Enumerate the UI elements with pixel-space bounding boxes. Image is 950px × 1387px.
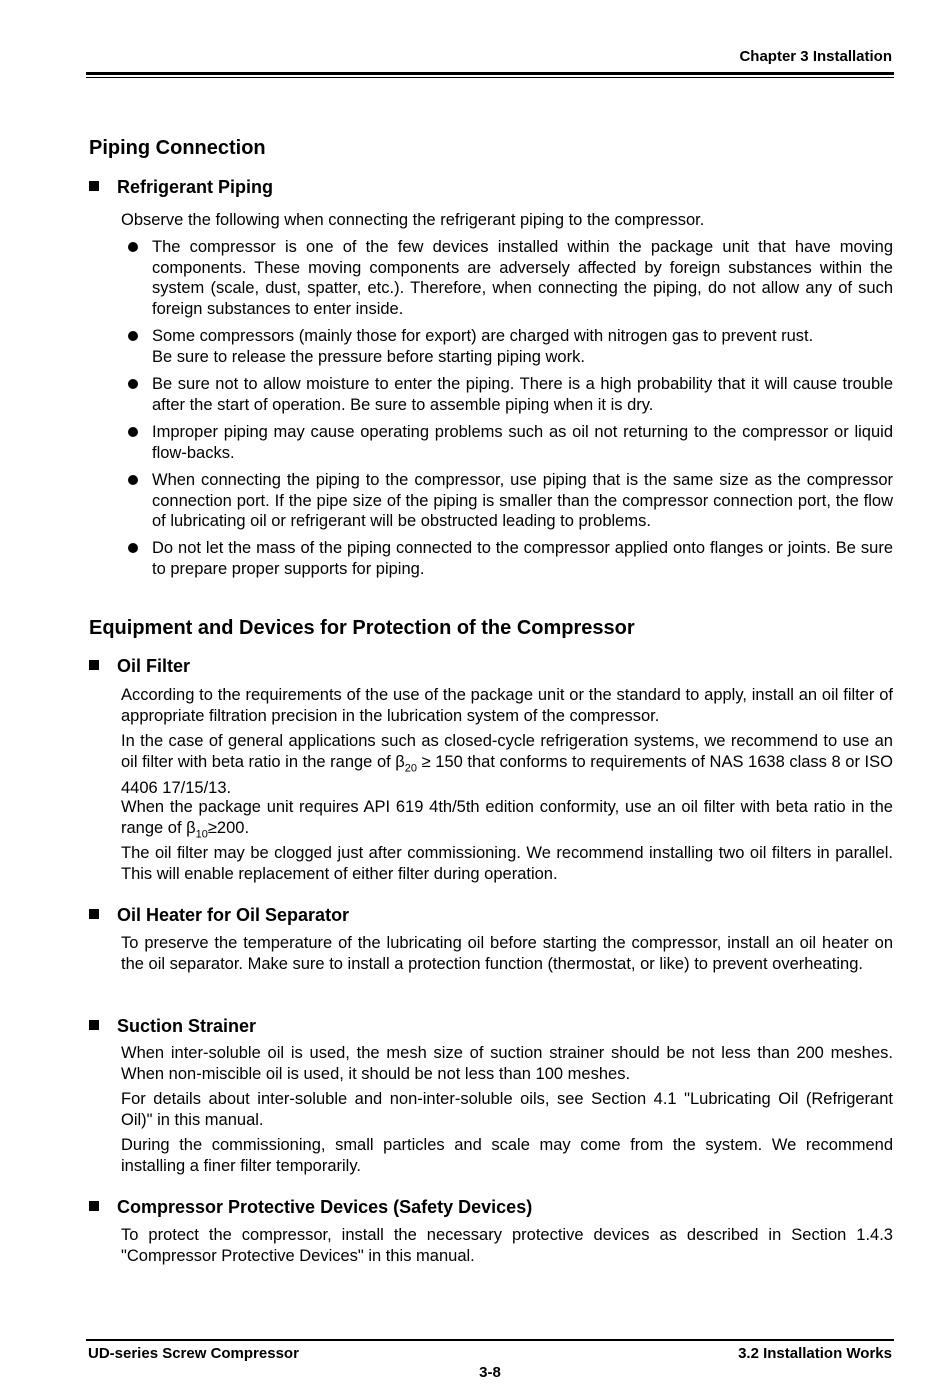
paragraph-text: ≥ 150 that conforms to requirements of NAS 1638 class 8 or ISO 4406 17/15/13.: [121, 752, 893, 798]
suction-strainer-paragraph-2: For details about inter-soluble and non-inter-soluble oils, see Section 4.1 "Lubricating Oil (Refrigerant Oil)" in this manual.: [121, 1090, 893, 1129]
bullet-dot-icon: [128, 543, 138, 553]
chapter-title: Chapter 3 Installation: [739, 48, 892, 65]
list-item-text: Some compressors (mainly those for export) are charged with nitrogen gas to prevent rust.: [152, 327, 814, 345]
square-bullet-icon: [89, 1020, 99, 1030]
beta-subscript: 20: [404, 761, 418, 774]
list-item: [152, 538, 893, 579]
square-bullet-icon: [89, 1201, 99, 1211]
oil-heater-paragraph: To preserve the temperature of the lubricating oil before starting the compressor, install an oil heater on the oil separator. Make sure to install a protection function (thermostat, or like) to prevent overheating.: [121, 934, 893, 973]
paragraph-text: ≥200.: [207, 818, 250, 837]
safety-devices-paragraph: To protect the compressor, install the necessary protective devices as described in Section 1.4.3 "Compressor Protective Devices" in this manual.: [121, 1226, 893, 1265]
list-item: [152, 237, 893, 319]
subsection-title-oil-filter: [89, 656, 190, 677]
subsection-label: Compressor Protective Devices (Safety Devices): [117, 1197, 533, 1217]
square-bullet-icon: [89, 660, 99, 670]
square-bullet-icon: [89, 909, 99, 919]
subsection-title-refrigerant-piping: [89, 177, 273, 198]
beta-subscript: 10: [195, 827, 208, 840]
oil-filter-paragraph-2: [121, 731, 893, 799]
paragraph-text: When the package unit requires API 619 4th/5th edition conformity, use an oil filter with beta ratio in the range of β: [121, 798, 893, 837]
bullet-dot-icon: [128, 379, 138, 389]
list-item: [152, 374, 893, 415]
list-item-text: When connecting the piping to the compressor, use piping that is the same size as the compressor connection port. If the pipe size of the piping is smaller than the compressor connection port, the flow of lubricating oil or refrigerant will be obstructed leading to problems.: [152, 471, 893, 530]
footer-rule: [86, 1339, 894, 1341]
refrigerant-intro: Observe the following when connecting the refrigerant piping to the compressor.: [121, 211, 705, 229]
suction-strainer-paragraph-3: During the commissioning, small particles and scale may come from the system. We recommend installing a finer filter temporarily.: [121, 1136, 893, 1175]
section-title-piping: Piping Connection: [89, 137, 266, 159]
oil-filter-paragraph-3: [121, 797, 893, 844]
subsection-label: Oil Heater for Oil Separator: [117, 905, 350, 925]
footer-product-name: UD-series Screw Compressor: [88, 1345, 299, 1362]
list-item-text: Be sure to release the pressure before starting piping work.: [152, 347, 585, 366]
header-rule-thin: [86, 77, 894, 78]
suction-strainer-paragraph-1: When inter-soluble oil is used, the mesh size of suction strainer should be not less than 200 meshes. When non-miscible oil is used, it should be not less than 100 meshes.: [121, 1044, 893, 1083]
subsection-title-safety-devices: [89, 1197, 532, 1218]
subsection-title-oil-heater: [89, 905, 349, 926]
bullet-dot-icon: [128, 427, 138, 437]
list-item-text: Improper piping may cause operating problems such as oil not returning to the compressor or liquid flow-backs.: [152, 423, 893, 462]
list-item-text: The compressor is one of the few devices installed within the package unit that have moving components. These moving components are adversely affected by foreign substances within the system (scale, dust, spatter, etc.). Therefore, when connecting the piping, do not allow any of such foreign substances to enter inside.: [152, 238, 893, 318]
list-item-text: Do not let the mass of the piping connected to the compressor applied onto flanges or joints. Be sure to prepare proper supports for piping.: [152, 539, 893, 578]
subsection-label: Refrigerant Piping: [117, 177, 274, 197]
bullet-dot-icon: [128, 331, 138, 341]
list-item-text: Be sure not to allow moisture to enter the piping. There is a high probability that it will cause trouble after the start of operation. Be sure to assemble piping when it is dry.: [152, 375, 893, 414]
subsection-label: Oil Filter: [117, 656, 191, 676]
bullet-dot-icon: [128, 242, 138, 252]
section-title-protection: Equipment and Devices for Protection of the Compressor: [89, 617, 635, 639]
square-bullet-icon: [89, 181, 99, 191]
footer-section-name: 3.2 Installation Works: [738, 1345, 892, 1362]
list-item: [152, 470, 893, 532]
oil-filter-paragraph-1: According to the requirements of the use of the package unit or the standard to apply, install an oil filter of appropriate filtration precision in the lubrication system of the compressor.: [121, 686, 893, 725]
subsection-title-suction-strainer: [89, 1016, 256, 1037]
page-number: 3-8: [479, 1364, 501, 1381]
paragraph-text: In the case of general applications such as closed-cycle refrigeration systems, we recommend to use an oil filter with beta ratio in the range of β: [121, 732, 893, 771]
bullet-dot-icon: [128, 475, 138, 485]
list-item: [152, 326, 893, 367]
header-rule-thick: [86, 72, 894, 75]
subsection-label: Suction Strainer: [117, 1016, 257, 1036]
list-item: [152, 422, 893, 463]
oil-filter-paragraph-4: The oil filter may be clogged just after commissioning. We recommend installing two oil filters in parallel. This will enable replacement of either filter during operation.: [121, 844, 893, 883]
